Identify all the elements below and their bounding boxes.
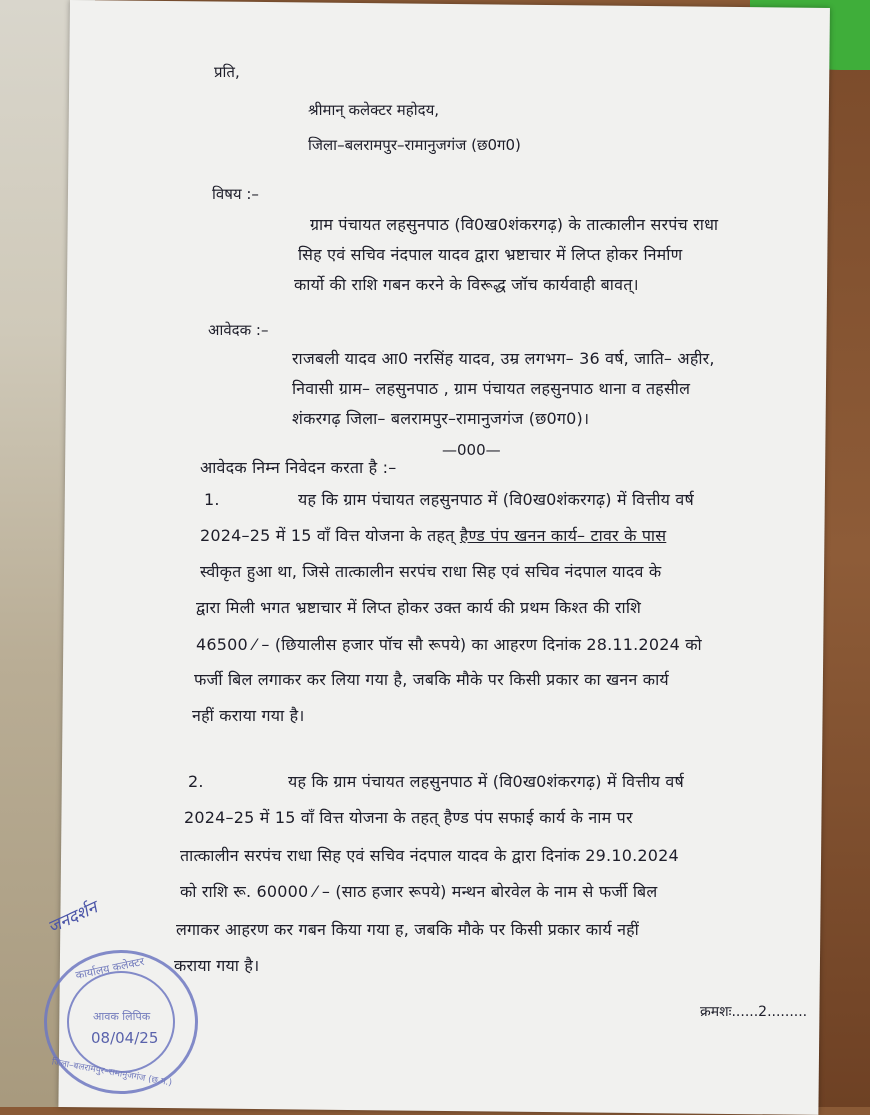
point-line: यह कि ग्राम पंचायत लहसुनपाठ में (वि0ख0शंकरगढ़) में वित्तीय वर्ष (288, 772, 684, 791)
point-line: 46500 ⁄ – (छियालीस हजार पॉच सौ रूपये) का आहरण दिनांक 28.11.2024 को (196, 635, 702, 654)
separator: —000— (442, 441, 501, 459)
subject-line: सिह एवं सचिव नंदपाल यादव द्वारा भ्रष्टाचार में लिप्त होकर निर्माण (298, 245, 683, 264)
point-line: द्वारा मिली भगत भ्रष्टाचार में लिप्त होकर उक्त कार्य की प्रथम किश्त की राशि (196, 598, 642, 617)
point-text: 2024–25 में 15 वॉं वित्त योजना के तहत् (200, 526, 455, 545)
stamp-office-text: कार्यालय कलेक्टर (74, 954, 146, 983)
applicant-line: शंकरगढ़ जिला– बलरामपुर–रामानुजगंज (छ0ग0)। (292, 409, 590, 428)
point-line: कराया गया है। (174, 956, 260, 975)
office-stamp (44, 950, 198, 1094)
point-line (200, 526, 666, 546)
point-line: 2024–25 में 15 वॉं वित्त योजना के तहत् हैण्ड पंप सफाई कार्य के नाम पर (184, 808, 633, 827)
address-district: जिला–बलरामपुर–रामानुजगंज (छ0ग0) (308, 136, 521, 154)
stamp-date: 08/04/25 (91, 1029, 159, 1047)
address-name: श्रीमान् कलेक्टर महोदय, (308, 101, 440, 119)
point-line: स्वीकृत हुआ था, जिसे तात्कालीन सरपंच राधा सिह एवं सचिव नंदपाल यादव के (200, 562, 662, 581)
point-line: लगाकर आहरण कर गबन किया गया ह, जबकि मौके पर किसी प्रकार कार्य नहीं (176, 920, 640, 939)
address-to: प्रति, (214, 63, 240, 81)
applicant-line: निवासी ग्राम– लहसुनपाठ , ग्राम पंचायत लहसुनपाठ थाना व तहसील (292, 379, 691, 398)
stamp-clerk-text: आवक लिपिक (93, 1010, 151, 1023)
subject-line: ग्राम पंचायत लहसुनपाठ (वि0ख0शंकरगढ़) के तात्कालीन सरपंच राधा (310, 215, 719, 234)
point-line: नहीं कराया गया है। (192, 706, 305, 725)
subject-line: कार्यो की राशि गबन करने के विरूद्ध जॉच कार्यवाही बावत्। (294, 275, 639, 294)
point-line: फर्जी बिल लगाकर कर लिया गया है, जबकि मौके पर किसी प्रकार का खनन कार्य (194, 670, 669, 689)
handwritten-note: जनदर्शन (44, 897, 101, 938)
point-line: को राशि रू. 60000 ⁄ – (साठ हजार रूपये) मन्थन बोरवेल के नाम से फर्जी बिल (180, 882, 658, 901)
subject-label: विषय :– (212, 185, 259, 203)
point-line: यह कि ग्राम पंचायत लहसुनपाठ में (वि0ख0शंकरगढ़) में वित्तीय वर्ष (298, 490, 694, 509)
point-line: तात्कालीन सरपंच राधा सिह एवं सचिव नंदपाल यादव के द्वारा दिनांक 29.10.2024 (180, 846, 679, 865)
continuation-mark: क्रमशः......2......... (700, 1004, 808, 1020)
underlined-work-title: हैण्ड पंप खनन कार्य– टावर के पास (459, 526, 667, 545)
intro-text: आवेदक निम्न निवेदन करता है :– (200, 458, 397, 477)
applicant-line: राजबली यादव आ0 नरसिंह यादव, उम्र लगभग– 36 वर्ष, जाति– अहीर, (292, 349, 715, 368)
point-number: 2. (188, 772, 204, 791)
stamp-ring-text: जिला–बलरामपुर–रामानुजगंज (छ.ग.) (50, 1057, 173, 1089)
applicant-label: आवेदक :– (208, 321, 269, 339)
point-number: 1. (204, 490, 220, 509)
